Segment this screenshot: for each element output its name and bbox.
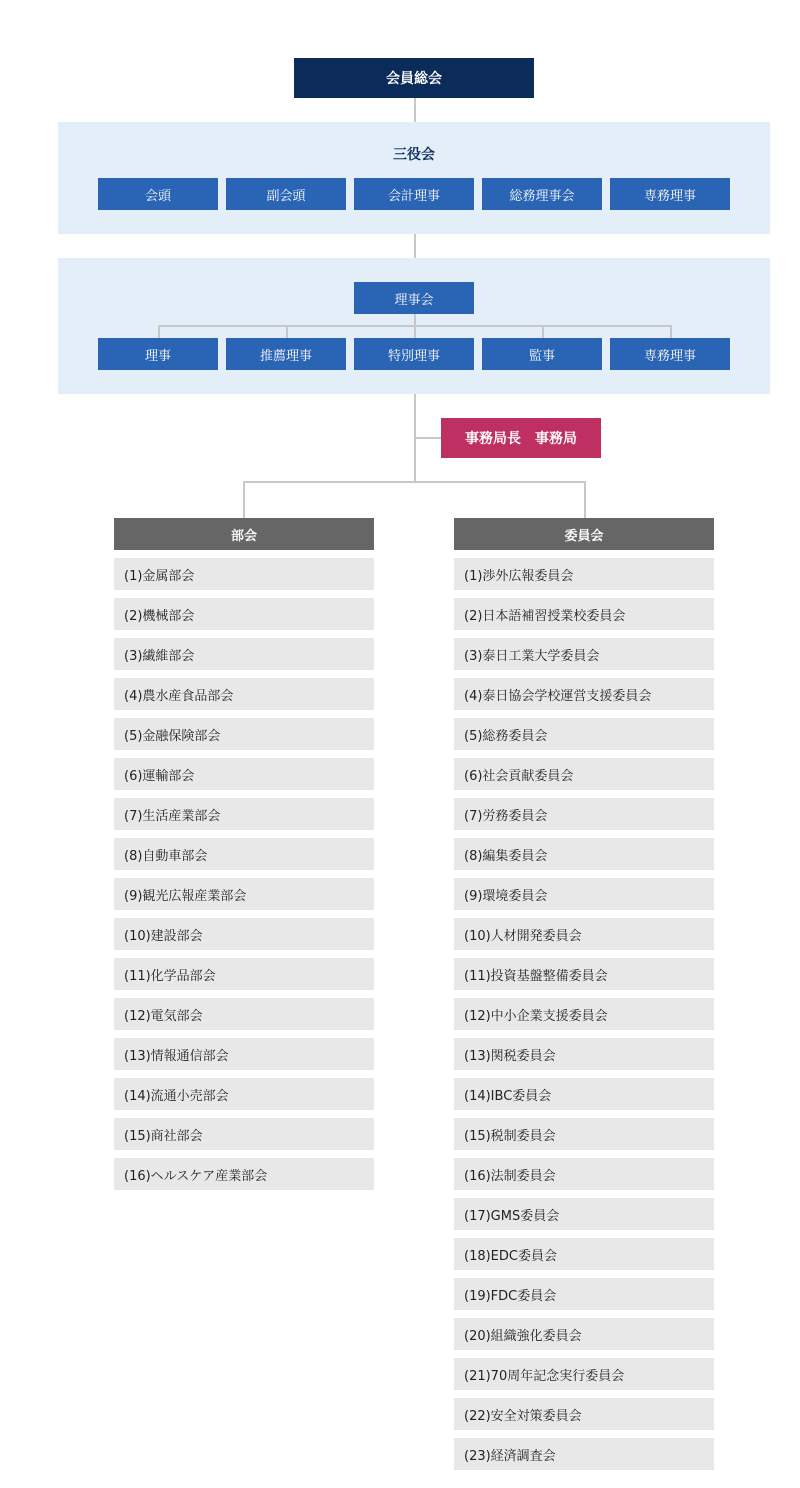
board-role-recommended-director: 推薦理事 <box>226 338 346 370</box>
board-tree-drop-5 <box>670 325 672 338</box>
list-item: (10)建設部会 <box>114 918 374 950</box>
list-item: (5)総務委員会 <box>454 718 714 750</box>
list-item: (4)泰日協会学校運営支援委員会 <box>454 678 714 710</box>
board-panel <box>58 258 770 394</box>
board-tree-drop-3 <box>414 325 416 338</box>
list-item: (23)経済調査会 <box>454 1438 714 1470</box>
list-item: (11)投資基盤整備委員会 <box>454 958 714 990</box>
officer-role-executive-director: 専務理事 <box>610 178 730 210</box>
list-item: (5)金融保険部会 <box>114 718 374 750</box>
list-item: (19)FDC委員会 <box>454 1278 714 1310</box>
list-item: (16)法制委員会 <box>454 1158 714 1190</box>
list-item: (9)環境委員会 <box>454 878 714 910</box>
list-item: (21)70周年記念実行委員会 <box>454 1358 714 1390</box>
divisions-list <box>114 558 374 1198</box>
board-role-executive-director: 専務理事 <box>610 338 730 370</box>
list-item: (2)日本語補習授業校委員会 <box>454 598 714 630</box>
list-item: (16)ヘルスケア産業部会 <box>114 1158 374 1190</box>
list-item: (4)農水産食品部会 <box>114 678 374 710</box>
board-tree-drop-2 <box>286 325 288 338</box>
board-role-director: 理事 <box>98 338 218 370</box>
three-officers-title: 三役会 <box>393 147 435 163</box>
list-item: (12)中小企業支援委員会 <box>454 998 714 1030</box>
list-item: (15)商社部会 <box>114 1118 374 1150</box>
general-assembly-box: 会員総会 <box>294 58 534 98</box>
list-item: (3)泰日工業大学委員会 <box>454 638 714 670</box>
list-item: (9)観光広報産業部会 <box>114 878 374 910</box>
committees-list <box>454 558 714 1478</box>
list-item: (1)渉外広報委員会 <box>454 558 714 590</box>
list-item: (6)運輸部会 <box>114 758 374 790</box>
list-item: (20)組織強化委員会 <box>454 1318 714 1350</box>
committees-header: 委員会 <box>454 518 714 550</box>
list-item: (15)税制委員会 <box>454 1118 714 1150</box>
board-tree-drop-4 <box>542 325 544 338</box>
board-title-box: 理事会 <box>354 282 474 314</box>
officer-role-general-affairs: 総務理事会 <box>482 178 602 210</box>
board-tree-drop-1 <box>158 325 160 338</box>
list-item: (14)IBC委員会 <box>454 1078 714 1110</box>
list-item: (8)編集委員会 <box>454 838 714 870</box>
board-role-special-director: 特別理事 <box>354 338 474 370</box>
secretariat-box: 事務局長 事務局 <box>441 418 601 458</box>
list-item: (14)流通小売部会 <box>114 1078 374 1110</box>
list-item: (3)繊維部会 <box>114 638 374 670</box>
officer-role-vice-president: 副会頭 <box>226 178 346 210</box>
divisions-header: 部会 <box>114 518 374 550</box>
list-item: (17)GMS委員会 <box>454 1198 714 1230</box>
list-item: (22)安全対策委員会 <box>454 1398 714 1430</box>
list-item: (7)生活産業部会 <box>114 798 374 830</box>
officer-role-president: 会頭 <box>98 178 218 210</box>
connector-branch-horizontal <box>243 481 586 483</box>
list-item: (2)機械部会 <box>114 598 374 630</box>
list-item: (11)化学品部会 <box>114 958 374 990</box>
list-item: (10)人材開発委員会 <box>454 918 714 950</box>
connector-branch-right <box>584 481 586 518</box>
list-item: (7)労務委員会 <box>454 798 714 830</box>
list-item: (12)電気部会 <box>114 998 374 1030</box>
connector-assembly-officers <box>414 98 416 122</box>
officer-role-treasurer: 会計理事 <box>354 178 474 210</box>
list-item: (18)EDC委員会 <box>454 1238 714 1270</box>
list-item: (13)関税委員会 <box>454 1038 714 1070</box>
list-item: (6)社会貢献委員会 <box>454 758 714 790</box>
connector-secretariat <box>416 437 441 439</box>
connector-officers-board <box>414 234 416 258</box>
list-item: (1)金属部会 <box>114 558 374 590</box>
connector-branch-left <box>243 481 245 518</box>
board-role-auditor: 監事 <box>482 338 602 370</box>
list-item: (13)情報通信部会 <box>114 1038 374 1070</box>
list-item: (8)自動車部会 <box>114 838 374 870</box>
three-officers-panel <box>58 122 770 234</box>
